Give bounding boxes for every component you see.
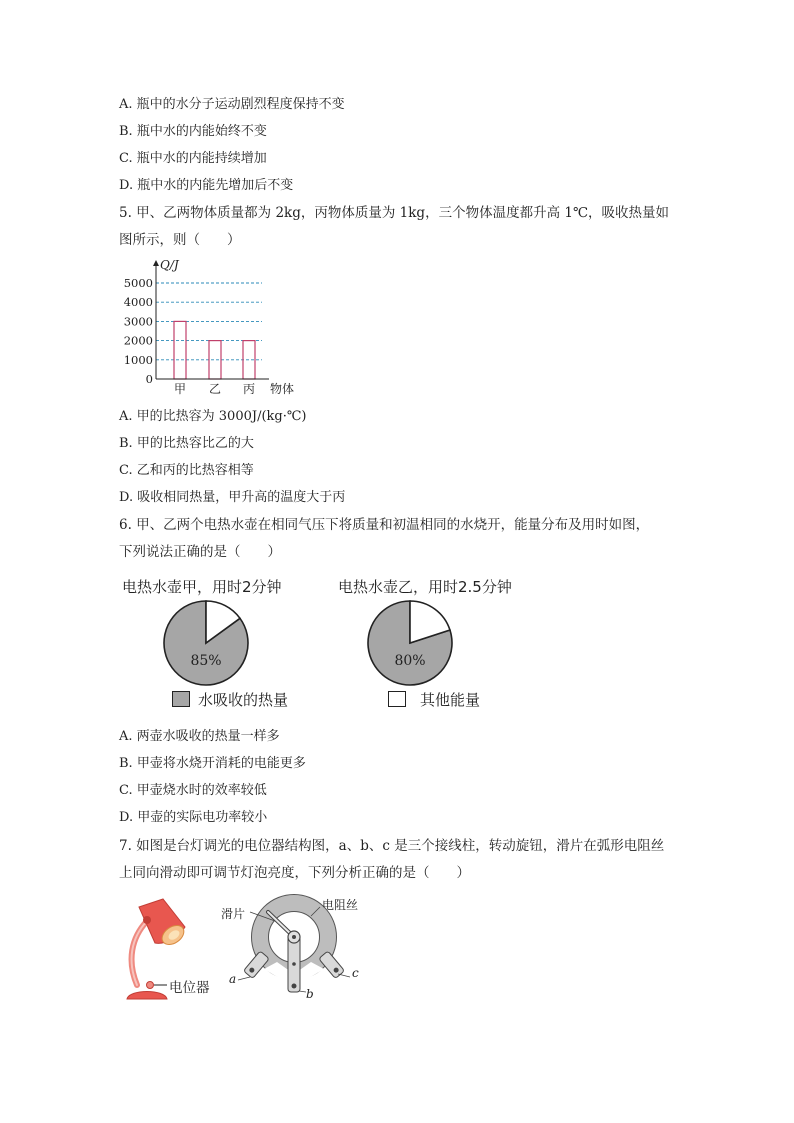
potentiometer-knob (147, 982, 154, 989)
slider-label: 滑片 (221, 907, 246, 921)
q5-stem-line1: 5. 甲、乙两物体质量都为 2kg，丙物体质量为 1kg，三个物体温度都升高 1℃，吸收热量如 (119, 205, 670, 221)
potentiometer-label: 电位器 (169, 980, 210, 996)
y-tick-label: 4000 (123, 295, 153, 310)
q6-option-a: A. 两壶水吸收的热量一样多 (119, 729, 280, 744)
q4-option-d: D. 瓶中水的内能先增加后不变 (119, 178, 294, 193)
pie1-title: 电热水壶甲，用时2分钟 (122, 578, 282, 596)
y-tick-label: 0 (145, 372, 153, 386)
q5-option-b: B. 甲的比热容比乙的大 (119, 436, 254, 451)
lamp-joint (143, 916, 151, 924)
pie2-title: 电热水壶乙，用时2.5分钟 (338, 578, 512, 596)
y-tick-label: 1000 (123, 352, 153, 367)
pie1-percent-label: 85% (190, 653, 222, 669)
y-tick-label: 2000 (123, 333, 153, 348)
bar-2 (209, 341, 221, 379)
q7-stem-line1: 7. 如图是台灯调光的电位器结构图，a、b、c 是三个接线柱，转动旋钮，滑片在弧形电阻丝 (119, 838, 665, 854)
terminal-b-label: b (306, 987, 314, 1001)
x-tick-label: 乙 (208, 382, 222, 396)
pie-chart-kettle-b (364, 597, 456, 689)
q5-option-c: C. 乙和丙的比热容相等 (119, 463, 254, 478)
legend-absorbed-label: 水吸收的热量 (198, 691, 289, 709)
y-tick-label: 3000 (123, 314, 153, 329)
q6-option-d: D. 甲壶的实际电功率较小 (119, 810, 268, 825)
x-tick-label: 甲 (173, 382, 187, 396)
q5-stem-line2: 图所示，则（ ） (119, 232, 241, 248)
q5-option-a: A. 甲的比热容为 3000J/(kg·℃) (119, 409, 307, 424)
q4-option-c: C. 瓶中水的内能持续增加 (119, 151, 267, 166)
x-axis-label: 物体 (270, 382, 295, 396)
q4-option-b: B. 瓶中水的内能始终不变 (119, 124, 267, 139)
legend-other-swatch (388, 691, 406, 707)
x-tick-label: 丙 (242, 382, 256, 396)
y-axis-label: Q/J (160, 258, 179, 272)
lamp-base (127, 992, 167, 1000)
q4-option-a: A. 瓶中的水分子运动剧烈程度保持不变 (119, 97, 345, 112)
q5-bar-chart (119, 257, 309, 397)
y-tick-label: 5000 (123, 276, 153, 290)
legend-absorbed-swatch (172, 691, 190, 707)
q6-stem-line1: 6. 甲、乙两个电热水壶在相同气压下将质量和初温相同的水烧开，能量分布及用时如图， (119, 517, 650, 533)
legend-other-label: 其他能量 (420, 691, 481, 709)
q6-option-b: B. 甲壶将水烧开消耗的电能更多 (119, 756, 306, 771)
q6-option-c: C. 甲壶烧水时的效率较低 (119, 783, 267, 798)
q6-stem-line2: 下列说法正确的是（ ） (119, 544, 281, 560)
q5-option-d: D. 吸收相同热量，甲升高的温度大于丙 (119, 490, 346, 505)
terminal-a-label: a (229, 972, 237, 986)
pie2-percent-label: 80% (394, 653, 426, 669)
terminal-c-label: c (352, 966, 359, 980)
pie-chart-kettle-a (160, 597, 252, 689)
q7-stem-line2: 上同向滑动即可调节灯泡亮度，下列分析正确的是（ ） (119, 865, 470, 881)
resistance-wire-label: 电阻丝 (322, 898, 359, 912)
bar-1 (174, 321, 186, 379)
